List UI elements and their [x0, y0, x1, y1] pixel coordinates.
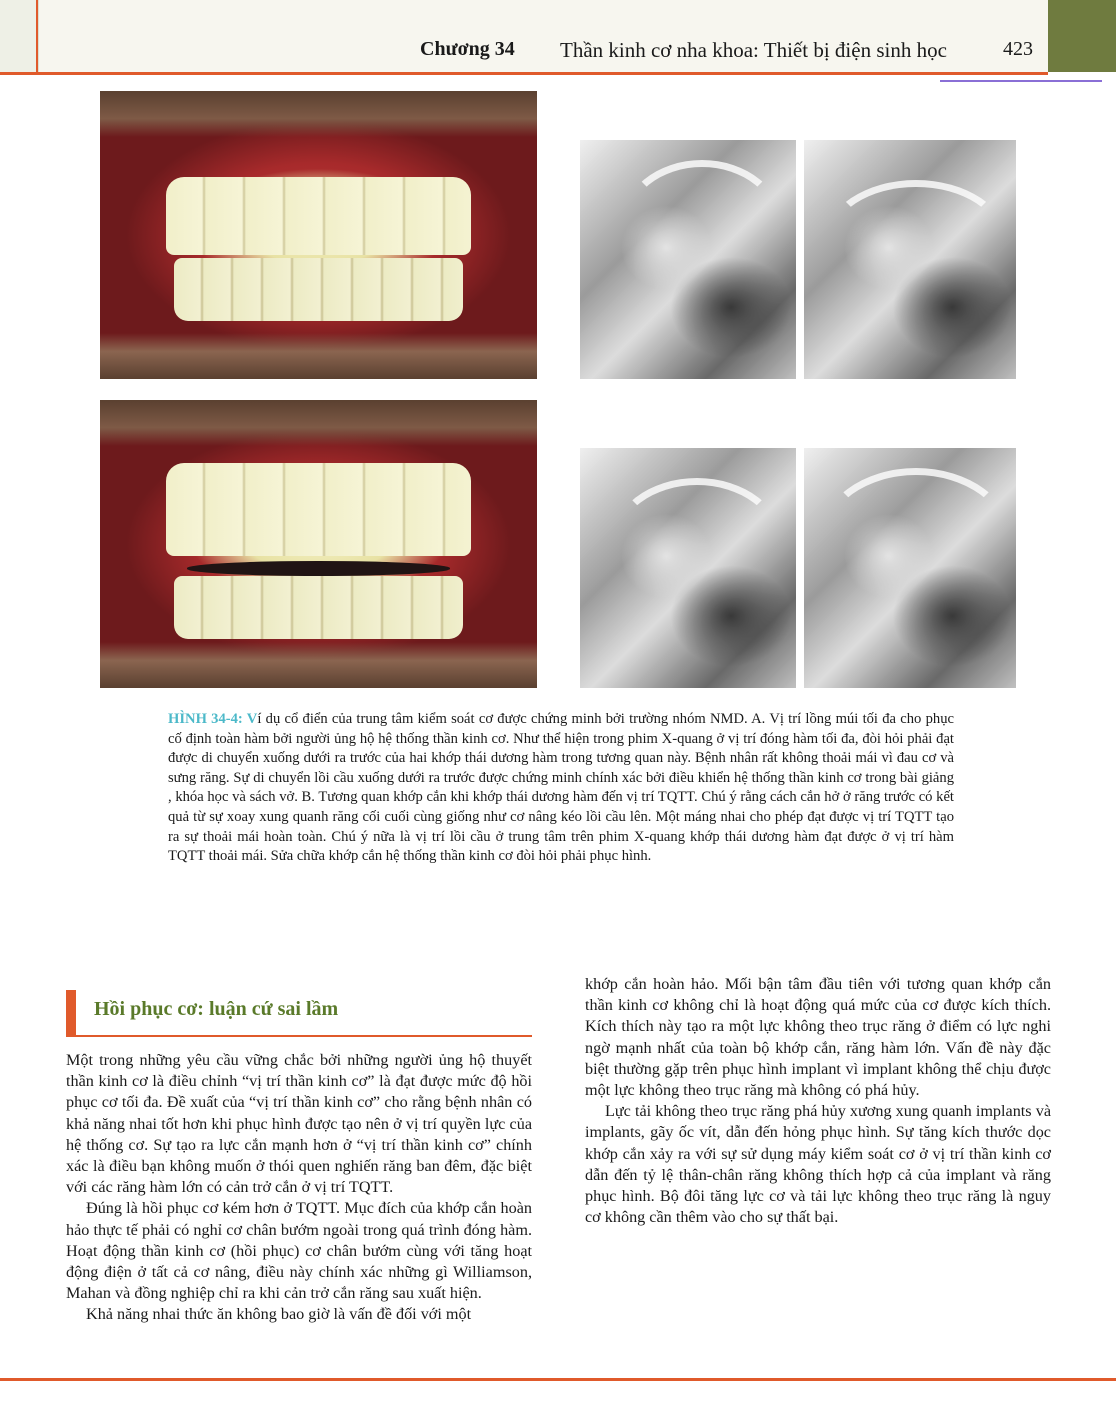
paragraph: Khả năng nhai thức ăn không bao giờ là vấn đề đối với một: [86, 1305, 472, 1324]
lip-top: [100, 400, 537, 446]
paragraph: Lực tải không theo trục răng phá hủy xương xung quanh implants và implants, gãy ốc vít, dẫn đến hỏng phục hình. Sự tăng kích thước dọc khớp cắn xảy ra với sự sử dụng máy kiểm soát cơ ở vị trí thần kinh cơ dẫn đến tỷ lệ thân-chân răng không thích hợp cả của implant và răng phục hình. Bộ đôi tăng lực cơ và tải lực không theo trục răng là nguy cơ không cần thêm vào cho sự thất bại.: [585, 1102, 1051, 1227]
paragraph: Một trong những yêu cầu vững chắc bởi những người ủng hộ thuyết thần kinh cơ là điều chỉnh “vị trí thần kinh cơ” là đạt được mức độ hồi phục cơ tối đa. Đề xuất của “vị trí thần kinh cơ” cho rằng bệnh nhân có khả năng nhai tốt hơn khi phục hình được tạo nên ở vị trí quyền lực của hệ thống cơ. Sự tạo ra lực cắn mạnh hơn ở “vị trí thần kinh cơ” chính xác là điều bạn không muốn ở thói quen nghiến răng ban đêm, đặc biệt với các răng hàm lớn có cản trở cắn ở vị trí TQTT.: [66, 1051, 532, 1197]
upper-teeth: [166, 177, 472, 255]
xray-arc: [610, 478, 784, 612]
lower-teeth: [174, 258, 462, 321]
left-tab-line: [36, 0, 38, 72]
xray-a-left: [580, 140, 796, 379]
chapter-title: Thần kinh cơ nha khoa: Thiết bị điện sinh học: [560, 38, 947, 62]
left-tab: [0, 0, 39, 72]
header-accent-line: [940, 80, 1102, 82]
header-rule: [0, 72, 1048, 75]
chapter-label: Chương 34: [420, 38, 515, 60]
right-column: [585, 974, 1051, 1228]
xray-b-right: [804, 448, 1016, 688]
xray-arc: [620, 160, 784, 294]
xray-b-left: [580, 448, 796, 688]
xray-arc: [819, 468, 1013, 612]
lower-teeth: [174, 576, 462, 639]
left-column: [66, 1050, 532, 1326]
section-heading-rule: [66, 1035, 532, 1037]
page-number: 423: [1003, 38, 1033, 60]
photo-teeth-b: [100, 400, 537, 688]
open-bite-gap: [187, 561, 449, 575]
lip-bottom: [100, 333, 537, 379]
photo-teeth-a: [100, 91, 537, 379]
corner-block: [1048, 0, 1116, 72]
xray-a-right: [804, 140, 1016, 379]
section-heading-bar: [66, 990, 76, 1036]
footer-rule: [0, 1378, 1116, 1381]
paragraph: Đúng là hồi phục cơ kém hơn ở TQTT. Mục đích của khớp cắn hoàn hảo thực tế phải có nghỉ cơ chân bướm ngoài trong quá trình đóng hàm. Hoạt động thần kinh cơ (hồi phục) cơ chân bướm cùng với tăng hoạt động điện ở tất cả cơ nâng, điều này chính xác những gì Williamson, Mahan và đồng nghiệp chỉ ra khi cản trở cắn răng sau xuất hiện.: [66, 1199, 532, 1303]
section-heading-box: [66, 990, 532, 1036]
figure-caption-text: í dụ cổ điển của trung tâm kiểm soát cơ được chứng minh bởi trường nhóm NMD. A. Vị trí lồng múi tối đa cho phục cố định toàn hàm bởi người ủng hộ hệ thống thần kinh cơ. Như thể hiện trong phim X-quang ở vị trí đóng hàm tối đa, đòi hỏi phải đạt được di chuyển xuống dưới ra trước của hai khớp thái dương hàm trong tương quan này. Bệnh nhân rất không thoải mái vì đau cơ và sưng răng. Sự di chuyển lồi cầu xuống dưới ra trước được chứng minh chính xác bởi điều khiển hệ thống thần kinh cơ trong bài giảng , khóa học và sách vở. B. Tương quan khớp cắn khi khớp thái dương hàm đến vị trí TQTT. Chú ý rằng cách cắn hở ở răng trước có kết quả từ sự xoay xung quanh răng cối cuối cùng giống như cơ nâng kéo lồi cầu lên. Một máng nhai cho phép đạt được vị trí TQTT tạo ra sự thoải mái hoàn toàn. Chú ý nữa là vị trí lồi cầu ở trung tâm trên phim X-quang khớp thái dương hàm đạt được ở vị trí hàm TQTT thoải mái. Sửa chữa khớp cắn hệ thống thần kinh cơ đòi hỏi phải phục hình.: [168, 711, 954, 865]
figure-caption: [168, 710, 954, 867]
figure-label: HÌNH 34-4: V: [168, 711, 258, 727]
paragraph: khớp cắn hoàn hảo. Mối bận tâm đầu tiên với tương quan khớp cắn thần kinh cơ không chỉ là hoạt động quá mức của cơ được kích thích. Kích thích này tạo ra một lực không theo trục răng ở điểm có lực nghi ngờ mạnh nhất của toàn bộ khớp cắn, răng hàm lớn. Vấn đề này đặc biệt thường gặp trên phục hình implant vì implant không thể chịu được một lực không theo trục răng mà không có phá hủy.: [585, 975, 1051, 1100]
section-title: Hồi phục cơ: luận cứ sai lầm: [94, 998, 339, 1020]
xray-arc: [824, 180, 1008, 304]
lip-top: [100, 91, 537, 137]
lip-bottom: [100, 642, 537, 688]
upper-teeth: [166, 463, 472, 555]
